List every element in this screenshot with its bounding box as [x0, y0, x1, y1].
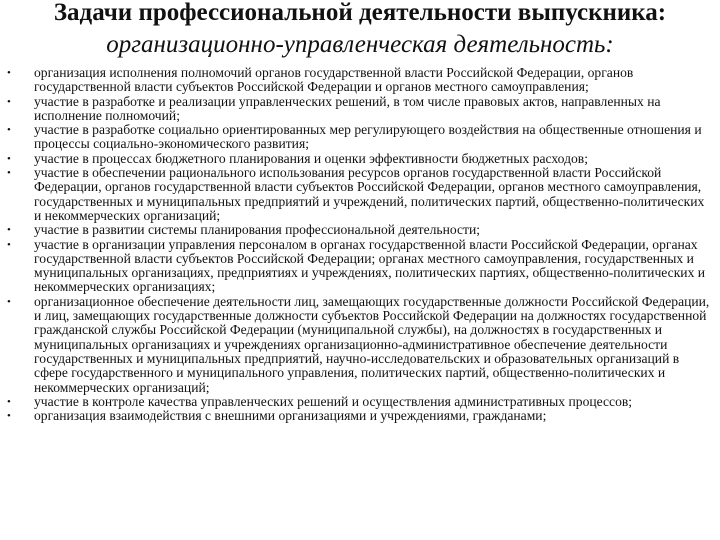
list-item-text: участие в обеспечении рационального использования ресурсов органов государственной власти Российской Федерации, органов государственной власти субъектов Российской Федерации, органов местного самоуправления, государственных и муниципальных предприятий и учреждений, политических партий, общественно-политических и некоммерческих организаций;	[34, 165, 705, 223]
list-item	[0, 66, 720, 95]
bullet-icon: •	[7, 95, 11, 108]
task-list	[0, 66, 720, 423]
list-item-text: участие в развитии системы планирования профессиональной деятельности;	[34, 222, 481, 238]
list-item-text: участие в процессах бюджетного планирования и оценки эффективности бюджетных расходов;	[34, 150, 588, 166]
list-item	[0, 95, 720, 124]
list-item-text: участие в разработке и реализации управленческих решений, в том числе правовых актов, направленных на исполнение полномочий;	[34, 93, 661, 123]
list-item	[0, 395, 720, 409]
list-item-text: участие в контроле качества управленческих решений и осуществления административных процессов;	[34, 393, 633, 409]
list-item-text: участие в разработке социально ориентированных мер регулирующего воздействия на общественные отношения и процессы социально-экономического развития;	[34, 122, 702, 152]
slide-title: Задачи профессиональной деятельности выпускника:	[53, 0, 667, 26]
list-item	[0, 223, 720, 237]
list-item	[0, 295, 720, 395]
list-item	[0, 152, 720, 166]
list-item-text: организация исполнения полномочий органов государственной власти Российской Федерации, органов государственной власти субъектов Российской Федерации и органов местного самоуправления;	[34, 65, 634, 95]
bullet-icon: •	[7, 152, 11, 165]
list-item	[0, 123, 720, 152]
list-item-text: организация взаимодействия с внешними организациями и учреждениями, гражданами;	[34, 408, 547, 424]
bullet-icon: •	[7, 224, 11, 237]
list-item	[0, 238, 720, 295]
bullet-icon: •	[7, 167, 11, 180]
list-item	[0, 409, 720, 423]
bullet-icon: •	[7, 395, 11, 408]
bullet-icon: •	[7, 67, 11, 79]
bullet-icon: •	[7, 410, 11, 423]
list-item-text: участие в организации управления персоналом в органах государственной власти Российской Федерации, органах государственной власти субъектов Российской Федерации; органах местного самоуправления, государственных и муниципальных организациях, предприятиях и учреждениях, политических партиях, общественно-политических и некоммерческих организациях;	[34, 236, 706, 295]
list-item-text: организационное обеспечение деятельности лиц, замещающих государственные должности Российской Федерации, и лиц, замещающих государственные должности субъектов Российской Федерации на должностях государственной гражданской службы Российской Федерации (муниципальной службы), на должностях в государственных и муниципальных организациях и учреждениях организационно-административное обеспечение деятельности государственных и муниципальных предприятий, научно-исследовательских и образовательных организаций в сфере государственного и муниципального управления, политических партий, общественно-политических и некоммерческих организаций;	[34, 293, 710, 395]
bullet-icon: •	[7, 295, 11, 308]
slide-subtitle: организационно-управленческая деятельность:	[106, 31, 614, 58]
bullet-icon: •	[7, 124, 11, 137]
list-item	[0, 166, 720, 223]
bullet-icon: •	[7, 238, 11, 251]
